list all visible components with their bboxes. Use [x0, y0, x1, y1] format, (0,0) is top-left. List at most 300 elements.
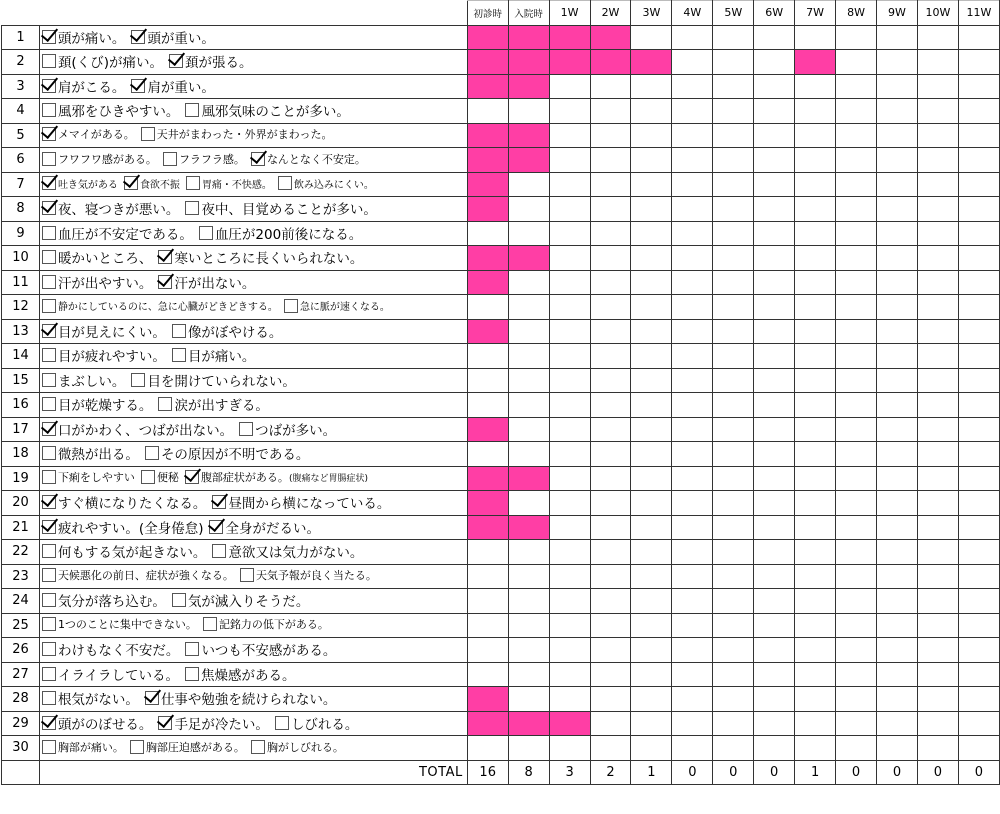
empty-cell[interactable] [467, 368, 508, 393]
empty-cell[interactable] [958, 540, 999, 565]
empty-cell[interactable] [713, 295, 754, 320]
marked-cell[interactable] [590, 25, 631, 50]
empty-cell[interactable] [467, 393, 508, 418]
empty-cell[interactable] [877, 540, 918, 565]
empty-cell[interactable] [467, 295, 508, 320]
empty-cell[interactable] [877, 197, 918, 222]
empty-cell[interactable] [672, 246, 713, 271]
empty-cell[interactable] [631, 442, 672, 467]
empty-cell[interactable] [549, 74, 590, 99]
empty-cell[interactable] [958, 564, 999, 589]
checkbox[interactable] [141, 127, 155, 141]
checkbox[interactable] [42, 568, 56, 582]
empty-cell[interactable] [754, 197, 795, 222]
empty-cell[interactable] [467, 564, 508, 589]
empty-cell[interactable] [917, 491, 958, 516]
checkbox[interactable] [42, 470, 56, 484]
empty-cell[interactable] [549, 540, 590, 565]
empty-cell[interactable] [631, 662, 672, 687]
empty-cell[interactable] [795, 417, 836, 442]
empty-cell[interactable] [754, 319, 795, 344]
empty-cell[interactable] [836, 99, 877, 124]
marked-cell[interactable] [795, 50, 836, 75]
empty-cell[interactable] [672, 613, 713, 638]
empty-cell[interactable] [713, 148, 754, 173]
empty-cell[interactable] [754, 613, 795, 638]
checkbox[interactable] [124, 176, 138, 190]
empty-cell[interactable] [713, 540, 754, 565]
empty-cell[interactable] [754, 540, 795, 565]
empty-cell[interactable] [836, 564, 877, 589]
empty-cell[interactable] [467, 662, 508, 687]
empty-cell[interactable] [958, 662, 999, 687]
empty-cell[interactable] [836, 540, 877, 565]
empty-cell[interactable] [590, 687, 631, 712]
empty-cell[interactable] [754, 711, 795, 736]
empty-cell[interactable] [836, 711, 877, 736]
empty-cell[interactable] [958, 589, 999, 614]
empty-cell[interactable] [877, 515, 918, 540]
checkbox[interactable] [42, 324, 56, 338]
empty-cell[interactable] [917, 25, 958, 50]
checkbox[interactable] [42, 54, 56, 68]
empty-cell[interactable] [877, 221, 918, 246]
marked-cell[interactable] [467, 74, 508, 99]
empty-cell[interactable] [836, 319, 877, 344]
checkbox[interactable] [42, 275, 56, 289]
empty-cell[interactable] [877, 736, 918, 761]
empty-cell[interactable] [549, 491, 590, 516]
empty-cell[interactable] [795, 687, 836, 712]
empty-cell[interactable] [713, 319, 754, 344]
empty-cell[interactable] [917, 344, 958, 369]
empty-cell[interactable] [958, 442, 999, 467]
empty-cell[interactable] [508, 319, 549, 344]
empty-cell[interactable] [713, 687, 754, 712]
empty-cell[interactable] [877, 417, 918, 442]
empty-cell[interactable] [917, 50, 958, 75]
empty-cell[interactable] [631, 711, 672, 736]
empty-cell[interactable] [958, 687, 999, 712]
empty-cell[interactable] [713, 221, 754, 246]
marked-cell[interactable] [467, 123, 508, 148]
empty-cell[interactable] [508, 417, 549, 442]
empty-cell[interactable] [754, 270, 795, 295]
empty-cell[interactable] [713, 344, 754, 369]
marked-cell[interactable] [467, 246, 508, 271]
empty-cell[interactable] [958, 99, 999, 124]
empty-cell[interactable] [631, 638, 672, 663]
empty-cell[interactable] [795, 442, 836, 467]
empty-cell[interactable] [958, 295, 999, 320]
empty-cell[interactable] [754, 148, 795, 173]
checkbox[interactable] [158, 250, 172, 264]
empty-cell[interactable] [672, 50, 713, 75]
empty-cell[interactable] [672, 123, 713, 148]
checkbox[interactable] [185, 103, 199, 117]
empty-cell[interactable] [672, 515, 713, 540]
marked-cell[interactable] [549, 50, 590, 75]
checkbox[interactable] [42, 127, 56, 141]
empty-cell[interactable] [877, 589, 918, 614]
checkbox[interactable] [163, 152, 177, 166]
empty-cell[interactable] [836, 123, 877, 148]
empty-cell[interactable] [713, 172, 754, 197]
empty-cell[interactable] [958, 515, 999, 540]
checkbox[interactable] [275, 716, 289, 730]
empty-cell[interactable] [754, 221, 795, 246]
checkbox[interactable] [42, 544, 56, 558]
empty-cell[interactable] [836, 442, 877, 467]
empty-cell[interactable] [836, 197, 877, 222]
empty-cell[interactable] [754, 393, 795, 418]
empty-cell[interactable] [672, 148, 713, 173]
empty-cell[interactable] [672, 197, 713, 222]
empty-cell[interactable] [754, 638, 795, 663]
empty-cell[interactable] [754, 589, 795, 614]
empty-cell[interactable] [590, 466, 631, 491]
empty-cell[interactable] [917, 589, 958, 614]
checkbox[interactable] [186, 176, 200, 190]
empty-cell[interactable] [713, 736, 754, 761]
empty-cell[interactable] [508, 197, 549, 222]
empty-cell[interactable] [467, 344, 508, 369]
checkbox[interactable] [42, 152, 56, 166]
checkbox[interactable] [42, 716, 56, 730]
empty-cell[interactable] [836, 221, 877, 246]
empty-cell[interactable] [754, 687, 795, 712]
empty-cell[interactable] [631, 564, 672, 589]
empty-cell[interactable] [508, 687, 549, 712]
empty-cell[interactable] [877, 246, 918, 271]
checkbox[interactable] [42, 176, 56, 190]
empty-cell[interactable] [672, 221, 713, 246]
empty-cell[interactable] [672, 564, 713, 589]
checkbox[interactable] [42, 201, 56, 215]
empty-cell[interactable] [958, 393, 999, 418]
empty-cell[interactable] [836, 270, 877, 295]
empty-cell[interactable] [672, 466, 713, 491]
empty-cell[interactable] [508, 540, 549, 565]
empty-cell[interactable] [917, 711, 958, 736]
empty-cell[interactable] [713, 99, 754, 124]
empty-cell[interactable] [672, 295, 713, 320]
empty-cell[interactable] [917, 417, 958, 442]
checkbox[interactable] [42, 593, 56, 607]
empty-cell[interactable] [549, 662, 590, 687]
empty-cell[interactable] [631, 515, 672, 540]
empty-cell[interactable] [795, 711, 836, 736]
empty-cell[interactable] [508, 491, 549, 516]
empty-cell[interactable] [508, 589, 549, 614]
empty-cell[interactable] [672, 319, 713, 344]
empty-cell[interactable] [917, 368, 958, 393]
empty-cell[interactable] [590, 393, 631, 418]
empty-cell[interactable] [672, 711, 713, 736]
empty-cell[interactable] [631, 99, 672, 124]
empty-cell[interactable] [672, 74, 713, 99]
checkbox[interactable] [158, 275, 172, 289]
checkbox[interactable] [209, 520, 223, 534]
empty-cell[interactable] [795, 148, 836, 173]
empty-cell[interactable] [549, 172, 590, 197]
empty-cell[interactable] [877, 123, 918, 148]
empty-cell[interactable] [754, 74, 795, 99]
empty-cell[interactable] [467, 736, 508, 761]
empty-cell[interactable] [631, 246, 672, 271]
empty-cell[interactable] [917, 442, 958, 467]
empty-cell[interactable] [549, 221, 590, 246]
empty-cell[interactable] [958, 246, 999, 271]
empty-cell[interactable] [508, 295, 549, 320]
empty-cell[interactable] [549, 515, 590, 540]
marked-cell[interactable] [467, 466, 508, 491]
empty-cell[interactable] [795, 540, 836, 565]
empty-cell[interactable] [631, 295, 672, 320]
empty-cell[interactable] [917, 270, 958, 295]
empty-cell[interactable] [917, 393, 958, 418]
checkbox[interactable] [42, 373, 56, 387]
empty-cell[interactable] [590, 638, 631, 663]
empty-cell[interactable] [631, 540, 672, 565]
checkbox[interactable] [42, 520, 56, 534]
empty-cell[interactable] [672, 736, 713, 761]
empty-cell[interactable] [754, 515, 795, 540]
empty-cell[interactable] [590, 172, 631, 197]
empty-cell[interactable] [467, 540, 508, 565]
checkbox[interactable] [131, 79, 145, 93]
empty-cell[interactable] [672, 344, 713, 369]
checkbox[interactable] [42, 397, 56, 411]
empty-cell[interactable] [754, 123, 795, 148]
empty-cell[interactable] [467, 99, 508, 124]
empty-cell[interactable] [631, 74, 672, 99]
empty-cell[interactable] [631, 197, 672, 222]
empty-cell[interactable] [958, 172, 999, 197]
marked-cell[interactable] [467, 711, 508, 736]
empty-cell[interactable] [549, 736, 590, 761]
marked-cell[interactable] [508, 246, 549, 271]
checkbox[interactable] [42, 299, 56, 313]
empty-cell[interactable] [672, 417, 713, 442]
empty-cell[interactable] [958, 197, 999, 222]
checkbox[interactable] [185, 642, 199, 656]
empty-cell[interactable] [631, 319, 672, 344]
empty-cell[interactable] [836, 295, 877, 320]
empty-cell[interactable] [590, 540, 631, 565]
empty-cell[interactable] [795, 613, 836, 638]
empty-cell[interactable] [795, 515, 836, 540]
empty-cell[interactable] [590, 515, 631, 540]
checkbox[interactable] [42, 642, 56, 656]
marked-cell[interactable] [508, 466, 549, 491]
empty-cell[interactable] [917, 638, 958, 663]
checkbox[interactable] [172, 593, 186, 607]
empty-cell[interactable] [795, 466, 836, 491]
empty-cell[interactable] [508, 368, 549, 393]
empty-cell[interactable] [713, 638, 754, 663]
empty-cell[interactable] [917, 99, 958, 124]
empty-cell[interactable] [549, 613, 590, 638]
empty-cell[interactable] [590, 197, 631, 222]
empty-cell[interactable] [508, 442, 549, 467]
empty-cell[interactable] [631, 417, 672, 442]
empty-cell[interactable] [917, 295, 958, 320]
empty-cell[interactable] [549, 99, 590, 124]
empty-cell[interactable] [549, 344, 590, 369]
empty-cell[interactable] [590, 295, 631, 320]
empty-cell[interactable] [836, 515, 877, 540]
checkbox[interactable] [212, 495, 226, 509]
empty-cell[interactable] [795, 295, 836, 320]
checkbox[interactable] [42, 226, 56, 240]
empty-cell[interactable] [877, 442, 918, 467]
checkbox[interactable] [169, 54, 183, 68]
empty-cell[interactable] [631, 344, 672, 369]
empty-cell[interactable] [754, 172, 795, 197]
empty-cell[interactable] [754, 344, 795, 369]
checkbox[interactable] [251, 740, 265, 754]
marked-cell[interactable] [467, 148, 508, 173]
empty-cell[interactable] [877, 368, 918, 393]
empty-cell[interactable] [917, 515, 958, 540]
empty-cell[interactable] [713, 25, 754, 50]
checkbox[interactable] [284, 299, 298, 313]
empty-cell[interactable] [508, 638, 549, 663]
empty-cell[interactable] [467, 613, 508, 638]
empty-cell[interactable] [508, 172, 549, 197]
checkbox[interactable] [158, 397, 172, 411]
empty-cell[interactable] [713, 270, 754, 295]
empty-cell[interactable] [836, 246, 877, 271]
empty-cell[interactable] [508, 393, 549, 418]
empty-cell[interactable] [877, 270, 918, 295]
empty-cell[interactable] [795, 172, 836, 197]
empty-cell[interactable] [672, 589, 713, 614]
empty-cell[interactable] [590, 662, 631, 687]
empty-cell[interactable] [836, 25, 877, 50]
empty-cell[interactable] [754, 466, 795, 491]
empty-cell[interactable] [754, 99, 795, 124]
empty-cell[interactable] [958, 368, 999, 393]
empty-cell[interactable] [549, 417, 590, 442]
checkbox[interactable] [42, 617, 56, 631]
marked-cell[interactable] [467, 25, 508, 50]
empty-cell[interactable] [713, 613, 754, 638]
empty-cell[interactable] [836, 638, 877, 663]
marked-cell[interactable] [631, 50, 672, 75]
empty-cell[interactable] [508, 270, 549, 295]
empty-cell[interactable] [590, 589, 631, 614]
empty-cell[interactable] [877, 466, 918, 491]
empty-cell[interactable] [754, 417, 795, 442]
empty-cell[interactable] [795, 736, 836, 761]
empty-cell[interactable] [713, 368, 754, 393]
empty-cell[interactable] [958, 466, 999, 491]
empty-cell[interactable] [877, 344, 918, 369]
marked-cell[interactable] [467, 687, 508, 712]
empty-cell[interactable] [672, 491, 713, 516]
empty-cell[interactable] [590, 123, 631, 148]
empty-cell[interactable] [836, 50, 877, 75]
empty-cell[interactable] [754, 295, 795, 320]
checkbox[interactable] [251, 152, 265, 166]
empty-cell[interactable] [958, 491, 999, 516]
empty-cell[interactable] [713, 442, 754, 467]
checkbox[interactable] [130, 740, 144, 754]
empty-cell[interactable] [672, 662, 713, 687]
empty-cell[interactable] [795, 368, 836, 393]
empty-cell[interactable] [631, 687, 672, 712]
empty-cell[interactable] [467, 589, 508, 614]
empty-cell[interactable] [754, 442, 795, 467]
empty-cell[interactable] [754, 491, 795, 516]
empty-cell[interactable] [795, 491, 836, 516]
empty-cell[interactable] [508, 613, 549, 638]
empty-cell[interactable] [590, 491, 631, 516]
empty-cell[interactable] [590, 221, 631, 246]
checkbox[interactable] [42, 348, 56, 362]
empty-cell[interactable] [590, 368, 631, 393]
checkbox[interactable] [185, 201, 199, 215]
empty-cell[interactable] [958, 638, 999, 663]
empty-cell[interactable] [549, 246, 590, 271]
empty-cell[interactable] [958, 123, 999, 148]
empty-cell[interactable] [917, 466, 958, 491]
empty-cell[interactable] [713, 589, 754, 614]
empty-cell[interactable] [590, 99, 631, 124]
empty-cell[interactable] [877, 564, 918, 589]
empty-cell[interactable] [590, 442, 631, 467]
empty-cell[interactable] [631, 393, 672, 418]
empty-cell[interactable] [877, 172, 918, 197]
marked-cell[interactable] [467, 491, 508, 516]
empty-cell[interactable] [917, 221, 958, 246]
empty-cell[interactable] [877, 50, 918, 75]
empty-cell[interactable] [877, 74, 918, 99]
empty-cell[interactable] [713, 662, 754, 687]
marked-cell[interactable] [508, 148, 549, 173]
checkbox[interactable] [42, 667, 56, 681]
empty-cell[interactable] [549, 123, 590, 148]
marked-cell[interactable] [467, 515, 508, 540]
empty-cell[interactable] [836, 613, 877, 638]
empty-cell[interactable] [713, 246, 754, 271]
checkbox[interactable] [145, 446, 159, 460]
empty-cell[interactable] [917, 613, 958, 638]
empty-cell[interactable] [958, 148, 999, 173]
empty-cell[interactable] [958, 221, 999, 246]
marked-cell[interactable] [467, 172, 508, 197]
empty-cell[interactable] [795, 564, 836, 589]
empty-cell[interactable] [958, 736, 999, 761]
empty-cell[interactable] [754, 662, 795, 687]
empty-cell[interactable] [631, 466, 672, 491]
empty-cell[interactable] [549, 197, 590, 222]
empty-cell[interactable] [631, 172, 672, 197]
empty-cell[interactable] [508, 662, 549, 687]
empty-cell[interactable] [917, 564, 958, 589]
checkbox[interactable] [42, 740, 56, 754]
empty-cell[interactable] [795, 197, 836, 222]
empty-cell[interactable] [795, 25, 836, 50]
checkbox[interactable] [185, 667, 199, 681]
empty-cell[interactable] [795, 393, 836, 418]
empty-cell[interactable] [590, 246, 631, 271]
empty-cell[interactable] [917, 319, 958, 344]
empty-cell[interactable] [795, 344, 836, 369]
empty-cell[interactable] [958, 344, 999, 369]
